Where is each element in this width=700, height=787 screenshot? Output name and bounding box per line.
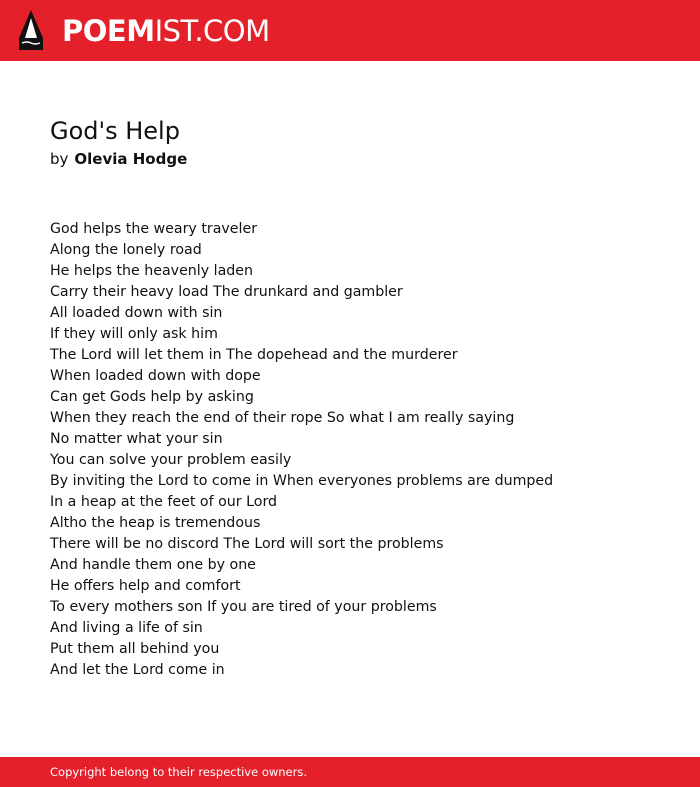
poem-line: If they will only ask him (50, 326, 218, 342)
site-logo-text (62, 10, 270, 52)
poem-line: Can get Gods help by asking (50, 389, 254, 405)
poem-line: Altho the heap is tremendous (50, 515, 261, 531)
poem-body (50, 219, 670, 681)
by-label: by (50, 150, 69, 168)
logo-text-bold: POEM (62, 14, 155, 48)
poem-line: All loaded down with sin (50, 305, 223, 321)
poem-title: God's Help (50, 117, 180, 145)
poem-line: By inviting the Lord to come in When everyones problems are dumped (50, 473, 554, 489)
poem-line: No matter what your sin (50, 431, 223, 447)
pencil-icon (18, 10, 44, 52)
poem-line: And handle them one by one (50, 557, 256, 573)
poem-line: Put them all behind you (50, 641, 220, 657)
logo-text-rest: IST.COM (154, 14, 270, 48)
poem-line: When they reach the end of their rope So what I am really saying (50, 410, 515, 426)
poem-line: In a heap at the feet of our Lord (50, 494, 278, 510)
poem-line: You can solve your problem easily (50, 452, 292, 468)
author-name: Olevia Hodge (74, 150, 188, 168)
poem-line: There will be no discord The Lord will sort the problems (50, 536, 444, 552)
poem-line: To every mothers son If you are tired of your problems (50, 599, 437, 615)
byline (50, 149, 187, 169)
site-footer (0, 757, 700, 787)
copyright-notice: Copyright belong to their respective owners. (50, 765, 308, 779)
poem-line: And living a life of sin (50, 620, 203, 636)
poem-line: The Lord will let them in The dopehead and the murderer (50, 347, 458, 363)
poem-line: Carry their heavy load The drunkard and gambler (50, 284, 403, 300)
site-header (0, 0, 700, 61)
poem-line: He offers help and comfort (50, 578, 241, 594)
site-logo[interactable] (18, 10, 270, 52)
poem-line: When loaded down with dope (50, 368, 261, 384)
poem-line: He helps the heavenly laden (50, 263, 254, 279)
poem-line: God helps the weary traveler (50, 221, 258, 237)
poem-line: Along the lonely road (50, 242, 202, 258)
poem-line: And let the Lord come in (50, 662, 225, 678)
